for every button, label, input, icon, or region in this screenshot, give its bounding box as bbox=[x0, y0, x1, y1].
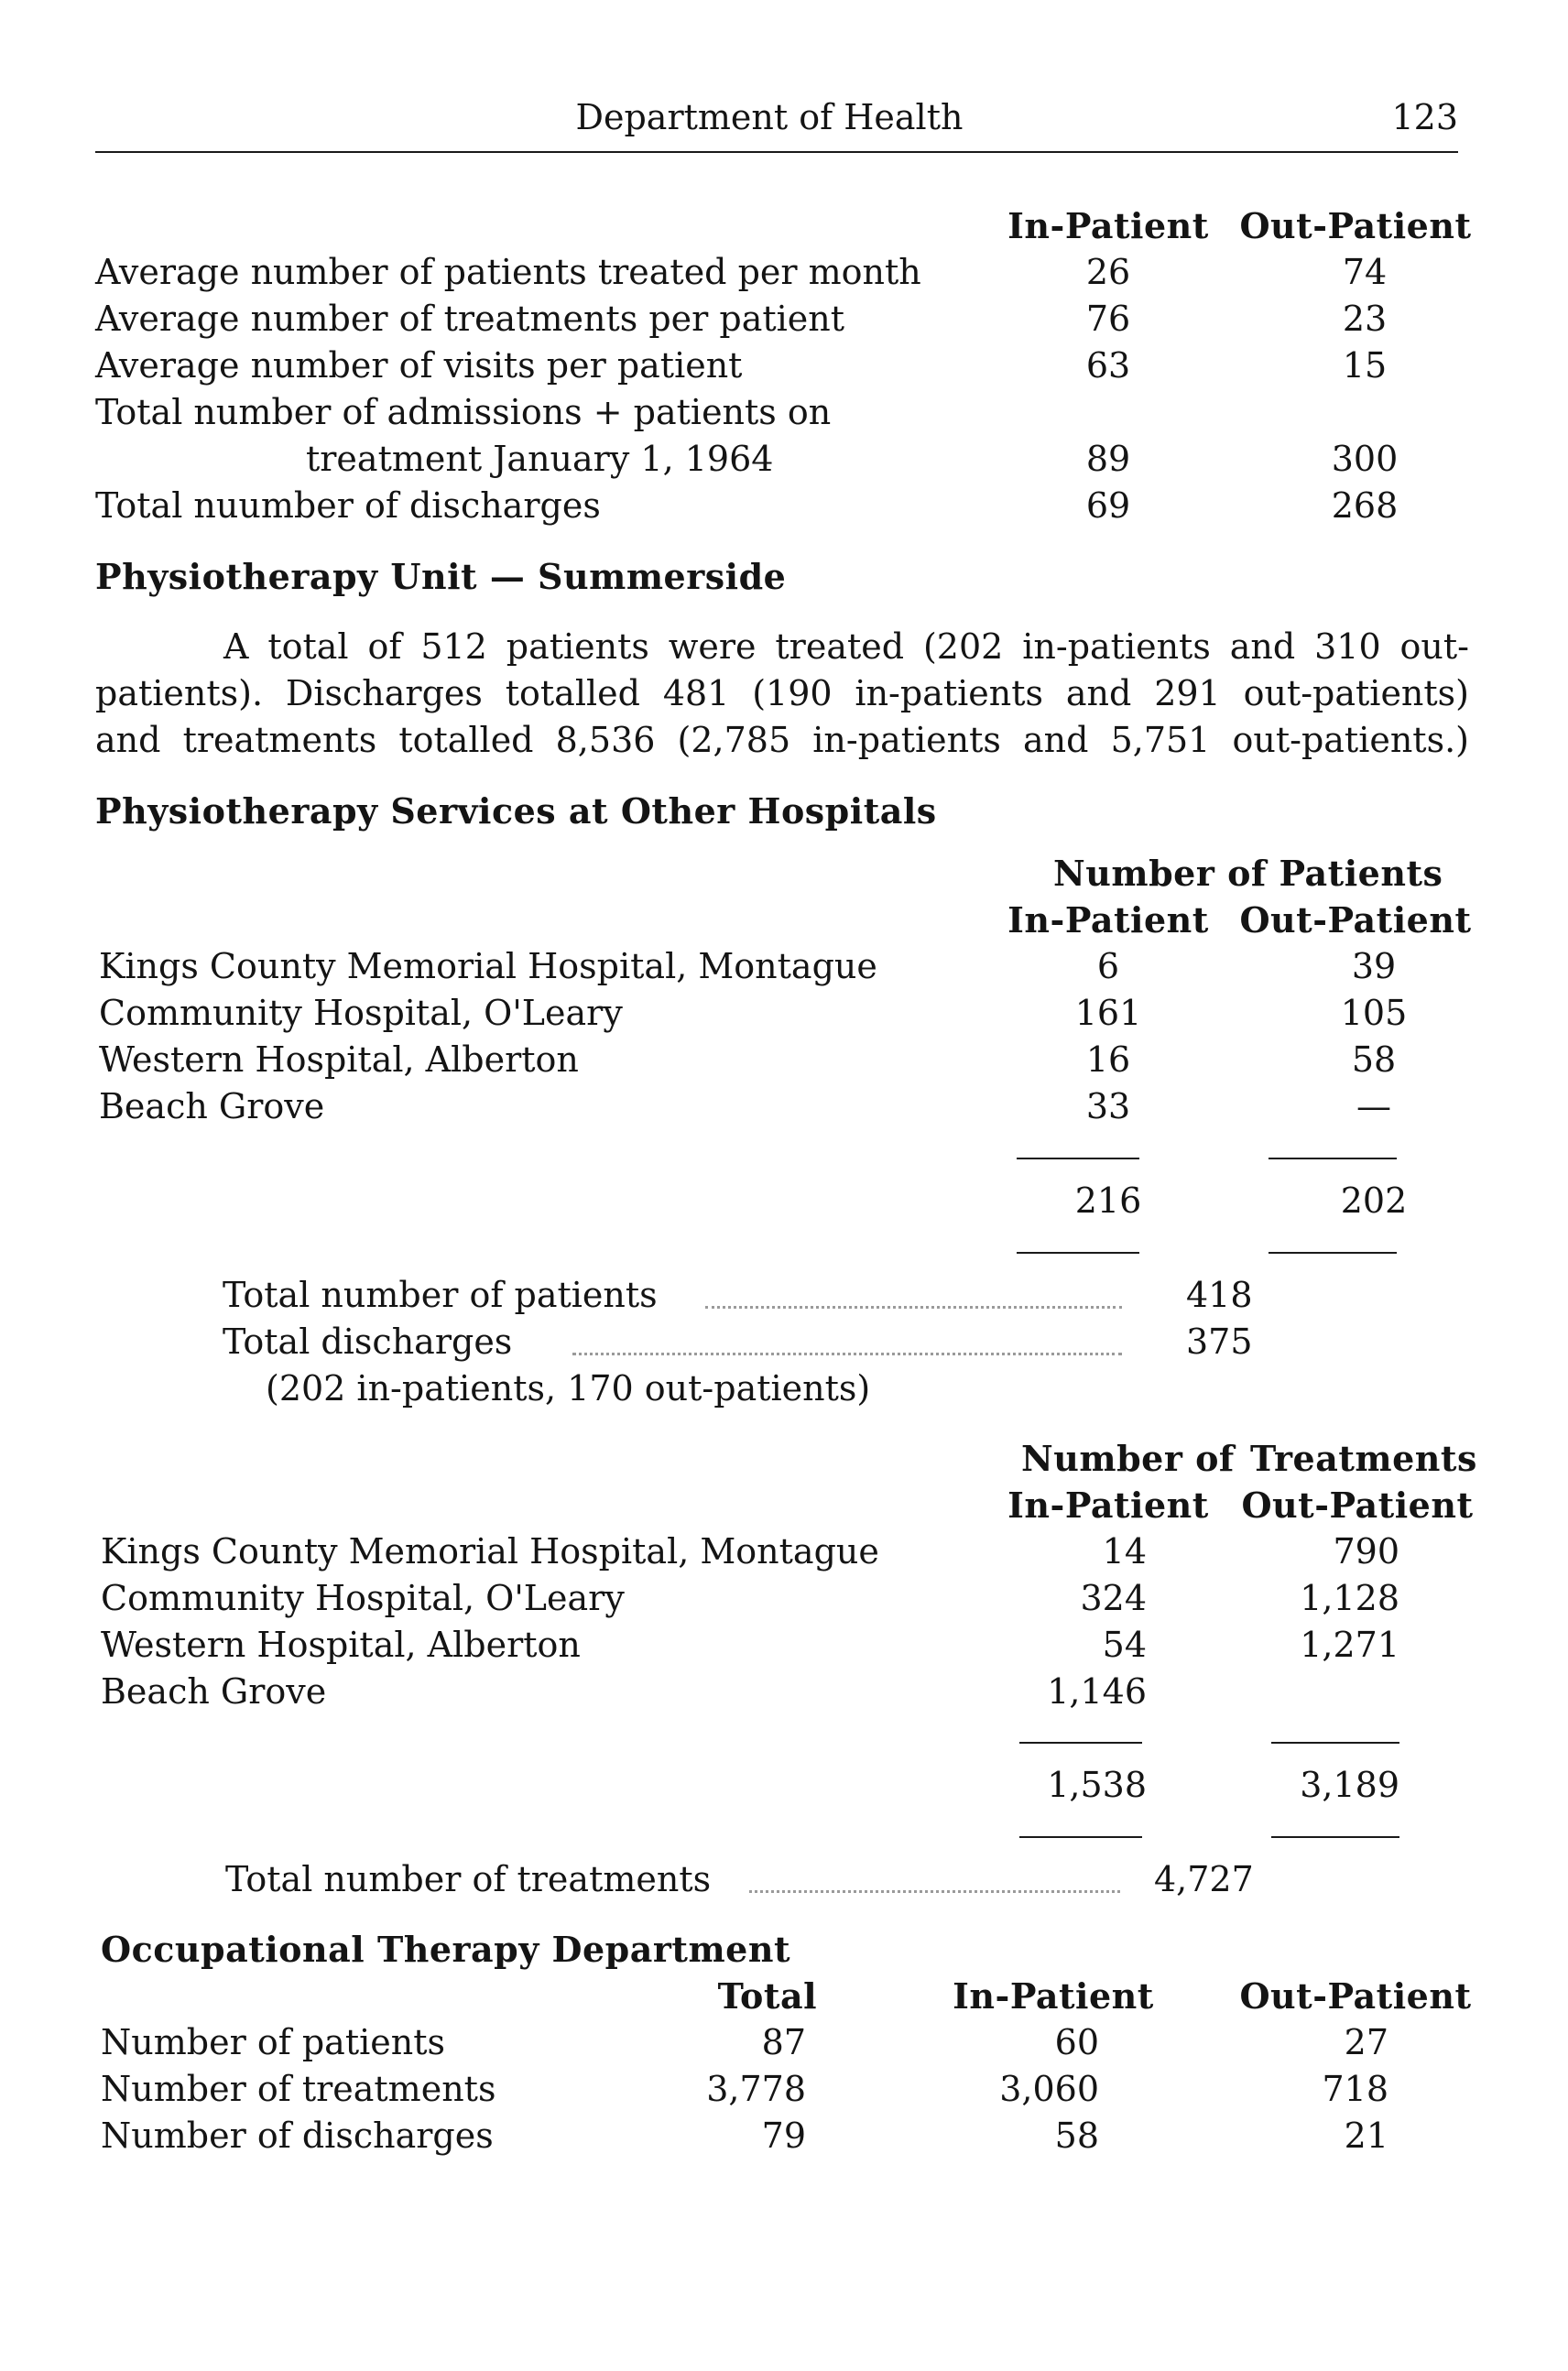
group-header-number-of-patients: Number of Patients bbox=[1053, 853, 1443, 894]
section-heading-other-hospitals: Physiotherapy Services at Other Hospitals bbox=[95, 790, 937, 832]
in-patient-value: 161 bbox=[1074, 993, 1142, 1033]
out-patient-value: 1,128 bbox=[1300, 1578, 1399, 1618]
in-patient-value: 26 bbox=[1085, 252, 1131, 292]
in-patient-value: 14 bbox=[1102, 1531, 1147, 1572]
col-header-out-patient: Out-Patient bbox=[1241, 1485, 1474, 1526]
out-patient-value: 23 bbox=[1342, 299, 1388, 339]
in-patient-value: 1,146 bbox=[1047, 1671, 1147, 1712]
total-value: 79 bbox=[761, 2115, 806, 2156]
hospital-label: Community Hospital, O'Leary bbox=[101, 1578, 625, 1618]
in-patient-value: 6 bbox=[1096, 946, 1120, 986]
total-out-patients: 202 bbox=[1340, 1180, 1408, 1221]
hospital-label: Community Hospital, O'Leary bbox=[99, 993, 623, 1033]
running-header-title: Department of Health bbox=[575, 97, 964, 137]
occupational-row-label: Number of patients bbox=[101, 2022, 445, 2062]
dot-leader bbox=[572, 1353, 1122, 1355]
header-rule bbox=[95, 151, 1458, 153]
paragraph-line: and treatments totalled 8,536 (2,785 in-patients and 5,751 out-patients.) bbox=[95, 720, 1469, 760]
col-header-in-patient: In-Patient bbox=[1007, 899, 1209, 941]
total-treatments-label: Total number of treatments bbox=[225, 1859, 712, 1899]
total-rule-in bbox=[1017, 1252, 1139, 1254]
occupational-row-label: Number of discharges bbox=[101, 2115, 494, 2156]
out-patient-value: 74 bbox=[1342, 252, 1388, 292]
total-in-patients: 216 bbox=[1074, 1180, 1142, 1221]
col-header-out-patient: Out-Patient bbox=[1239, 899, 1472, 941]
in-patient-value: 63 bbox=[1085, 345, 1131, 386]
summerside-paragraph bbox=[95, 624, 1469, 764]
dot-leader bbox=[749, 1890, 1120, 1893]
subtotal-rule-out bbox=[1269, 1158, 1397, 1159]
hospital-label: Beach Grove bbox=[101, 1671, 327, 1712]
total-rule-in bbox=[1019, 1836, 1142, 1838]
out-patient-value: 790 bbox=[1333, 1531, 1399, 1572]
row-label: Total number of admissions + patients on bbox=[95, 392, 832, 432]
in-patient-value: 16 bbox=[1085, 1039, 1131, 1080]
total-rule-out bbox=[1271, 1836, 1399, 1838]
total-discharges-value: 375 bbox=[1186, 1321, 1253, 1362]
total-in-treatments: 1,538 bbox=[1047, 1765, 1147, 1805]
dot-leader bbox=[705, 1306, 1122, 1309]
group-header-treatments: Treatments bbox=[1250, 1438, 1477, 1479]
paragraph-line: A total of 512 patients were treated (202 in-patients and 310 out- bbox=[223, 626, 1469, 667]
total-value: 3,778 bbox=[706, 2069, 806, 2109]
out-patient-value: 58 bbox=[1351, 1039, 1397, 1080]
out-patient-value: 1,271 bbox=[1300, 1625, 1399, 1665]
discharges-breakdown: (202 in-patients, 170 out-patients) bbox=[266, 1368, 871, 1408]
row-label-continued: treatment January 1, 1964 bbox=[306, 439, 774, 479]
total-value: 87 bbox=[761, 2022, 806, 2062]
hospital-label: Western Hospital, Alberton bbox=[101, 1625, 581, 1665]
section-heading-occupational-therapy: Occupational Therapy Department bbox=[101, 1929, 791, 1970]
total-out-treatments: 3,189 bbox=[1300, 1765, 1399, 1805]
in-patient-value: 3,060 bbox=[999, 2069, 1099, 2109]
out-patient-value: 15 bbox=[1342, 345, 1388, 386]
out-patient-value: — bbox=[1356, 1086, 1391, 1126]
in-patient-value: 58 bbox=[1054, 2115, 1099, 2156]
out-patient-value: 39 bbox=[1351, 946, 1397, 986]
hospital-label: Beach Grove bbox=[99, 1086, 325, 1126]
in-patient-value: 89 bbox=[1085, 439, 1131, 479]
in-patient-value: 69 bbox=[1085, 485, 1131, 526]
out-patient-value: 105 bbox=[1340, 993, 1408, 1033]
subtotal-rule-out bbox=[1271, 1742, 1399, 1744]
subtotal-rule-in bbox=[1019, 1742, 1142, 1744]
col-header-out-patient: Out-Patient bbox=[1239, 1975, 1472, 2017]
hospital-label: Kings County Memorial Hospital, Montague bbox=[101, 1531, 879, 1572]
paragraph-line: patients). Discharges totalled 481 (190 in-patients and 291 out-patients) bbox=[95, 673, 1469, 713]
subtotal-rule-in bbox=[1017, 1158, 1139, 1159]
out-patient-value: 718 bbox=[1322, 2069, 1388, 2109]
out-patient-value: 300 bbox=[1331, 439, 1399, 479]
group-header-number-of: Number of bbox=[1021, 1438, 1235, 1479]
row-label: Average number of treatments per patient bbox=[95, 299, 845, 339]
row-label: Average number of patients treated per month bbox=[95, 252, 921, 292]
col-header-out-patient: Out-Patient bbox=[1239, 205, 1472, 246]
page-number: 123 bbox=[1391, 97, 1458, 137]
col-header-in-patient: In-Patient bbox=[1007, 1485, 1209, 1526]
in-patient-value: 33 bbox=[1085, 1086, 1131, 1126]
total-patients-label: Total number of patients bbox=[223, 1275, 658, 1315]
in-patient-value: 76 bbox=[1085, 299, 1131, 339]
in-patient-value: 324 bbox=[1080, 1578, 1147, 1618]
in-patient-value: 60 bbox=[1054, 2022, 1099, 2062]
total-rule-out bbox=[1269, 1252, 1397, 1254]
total-treatments-value: 4,727 bbox=[1154, 1859, 1254, 1899]
out-patient-value: 268 bbox=[1331, 485, 1399, 526]
in-patient-value: 54 bbox=[1102, 1625, 1147, 1665]
col-header-in-patient: In-Patient bbox=[953, 1975, 1154, 2017]
total-discharges-label: Total discharges bbox=[223, 1321, 513, 1362]
section-heading-summerside: Physiotherapy Unit — Summerside bbox=[95, 556, 787, 597]
out-patient-value: 21 bbox=[1344, 2115, 1388, 2156]
total-patients-value: 418 bbox=[1186, 1275, 1253, 1315]
row-label: Total nuumber of discharges bbox=[95, 485, 601, 526]
hospital-label: Kings County Memorial Hospital, Montague bbox=[99, 946, 877, 986]
col-header-total: Total bbox=[717, 1975, 817, 2017]
row-label: Average number of visits per patient bbox=[95, 345, 743, 386]
occupational-row-label: Number of treatments bbox=[101, 2069, 496, 2109]
col-header-in-patient: In-Patient bbox=[1007, 205, 1209, 246]
hospital-label: Western Hospital, Alberton bbox=[99, 1039, 579, 1080]
out-patient-value: 27 bbox=[1344, 2022, 1388, 2062]
